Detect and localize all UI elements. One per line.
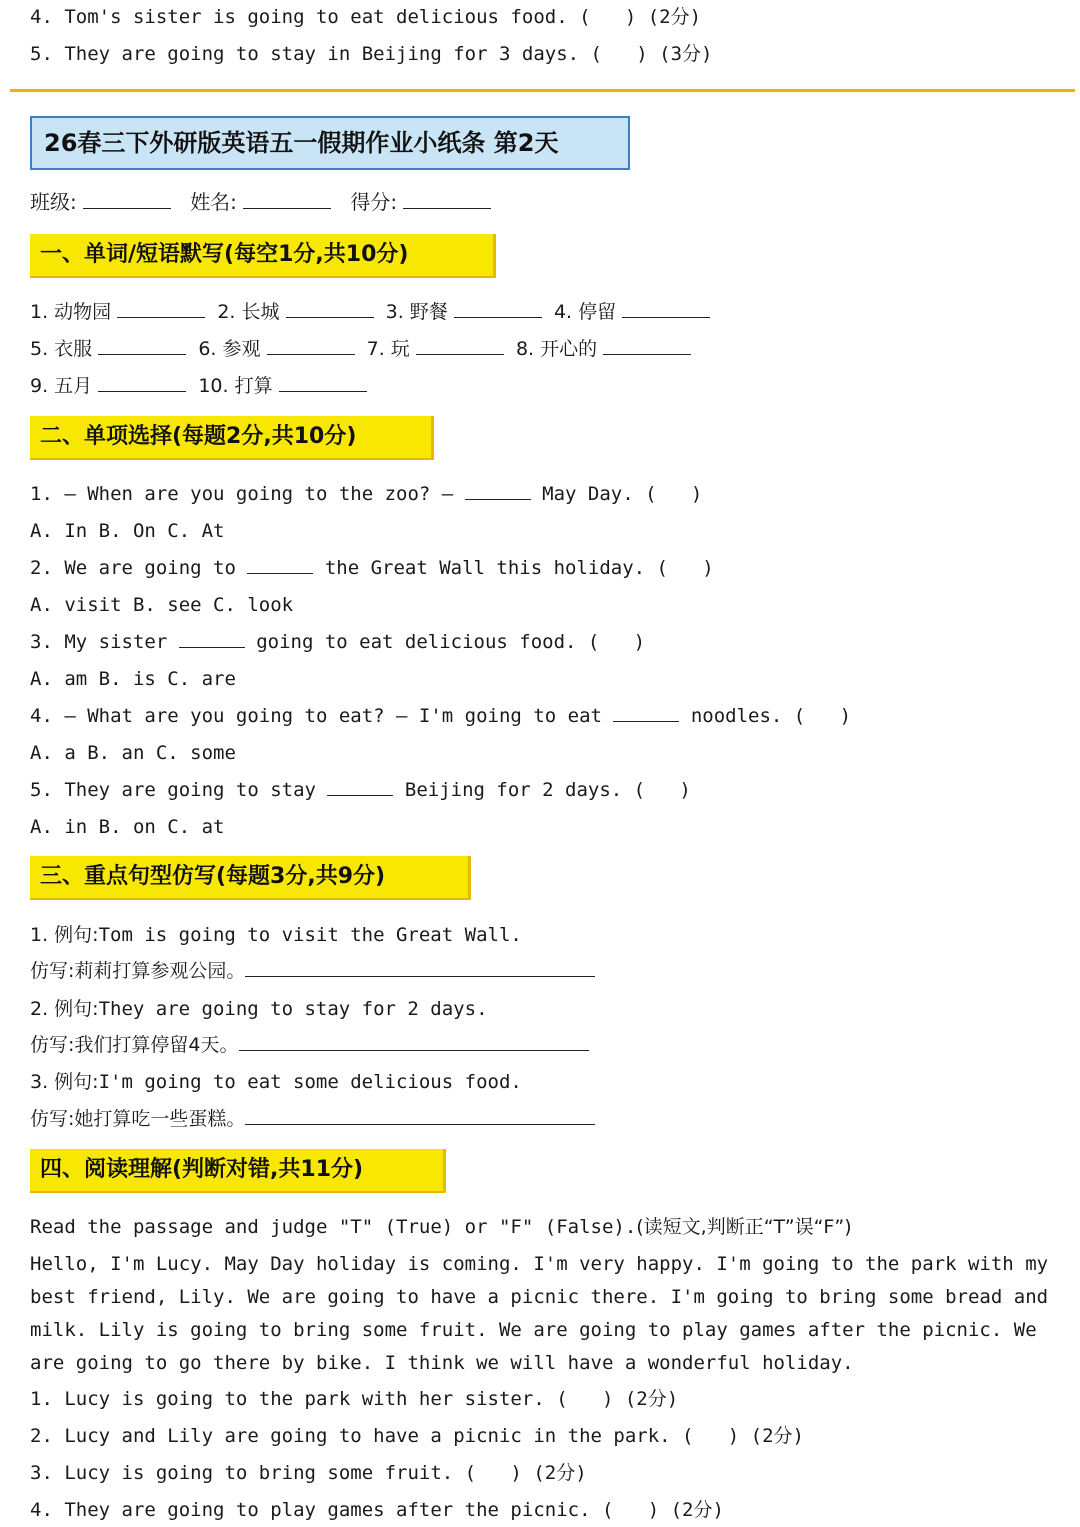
judge-question-2: 2. Lucy and Lily are going to have a picnic in the park. ( ) (2分) [30, 1425, 804, 1447]
vocab-item: 6. 参观 [198, 338, 261, 360]
section-3-heading: 三、重点句型仿写(每题3分,共9分) [30, 856, 471, 900]
class-label: 班级: [30, 190, 77, 214]
imitation-3 [30, 1106, 595, 1132]
judge-question-1: 1. Lucy is going to the park with her sister. ( ) (2分) [30, 1388, 679, 1410]
name-label: 姓名: [190, 190, 237, 214]
vocab-blank[interactable] [603, 353, 691, 355]
mc-options-1: A. In B. On C. At [30, 520, 225, 542]
imitation-prompt: 仿写:莉莉打算参观公园。 [30, 960, 246, 982]
vocab-blank[interactable] [622, 316, 710, 318]
example-text: Tom is going to visit the Great Wall. [98, 924, 522, 946]
question-text: May Day. ( ) [542, 483, 703, 505]
question-text: 2. We are going to [30, 557, 236, 579]
example-label: 1. 例句: [30, 924, 99, 946]
example-text: I'm going to eat some delicious food. [98, 1071, 522, 1093]
vocab-item: 1. 动物园 [30, 301, 112, 323]
imitation-blank[interactable] [245, 1123, 595, 1125]
mc-options-4: A. a B. an C. some [30, 742, 236, 764]
imitation-1 [30, 958, 595, 984]
vocab-blank[interactable] [98, 353, 186, 355]
example-text: They are going to stay for 2 days. [98, 998, 488, 1020]
prev-question-5: 5. They are going to stay in Beijing for 3 days. ( ) (3分) [30, 43, 713, 65]
imitation-2 [30, 1032, 589, 1058]
question-text: noodles. ( ) [690, 705, 852, 727]
example-sentence-2 [30, 996, 488, 1022]
answer-blank[interactable] [247, 572, 313, 574]
example-sentence-1 [30, 922, 522, 948]
question-text: 1. — When are you going to the zoo? — [30, 483, 454, 505]
prev-question-4: 4. Tom's sister is going to eat delicious food. ( ) (2分) [30, 6, 702, 28]
example-label: 2. 例句: [30, 998, 99, 1020]
judge-question-4: 4. They are going to play games after the picnic. ( ) (2分) [30, 1499, 724, 1521]
vocab-item: 10. 打算 [198, 375, 273, 397]
section-4-heading: 四、阅读理解(判断对错,共11分) [30, 1149, 446, 1193]
vocab-item: 7. 玩 [366, 338, 410, 360]
vocab-blank[interactable] [117, 316, 205, 318]
imitation-prompt: 仿写:她打算吃一些蛋糕。 [30, 1108, 246, 1130]
vocab-blank[interactable] [279, 390, 367, 392]
vocab-item: 8. 开心的 [515, 338, 598, 360]
vocab-item: 9. 五月 [30, 375, 93, 397]
mc-question-4 [30, 703, 851, 729]
imitation-blank[interactable] [239, 1049, 589, 1051]
section-divider [10, 89, 1075, 92]
vocab-row-1 [30, 299, 710, 325]
reading-passage: Hello, I'm Lucy. May Day holiday is coming. I'm very happy. I'm going to the park with my best friend, Lily. We are going to have a picnic there. I'm going to bring some bread and milk. Lily is going to bring some fruit. We are going to play games after the picnic. We are going to go there by bike. I think we will have a wonderful holiday. [30, 1253, 1049, 1374]
question-text: the Great Wall this holiday. ( ) [324, 557, 714, 579]
vocab-blank[interactable] [416, 353, 504, 355]
vocab-item: 5. 衣服 [30, 338, 93, 360]
mc-options-2: A. visit B. see C. look [30, 594, 294, 616]
question-text: going to eat delicious food. ( ) [256, 631, 646, 653]
vocab-blank[interactable] [98, 390, 186, 392]
mc-options-3: A. am B. is C. are [30, 668, 236, 690]
instruction-cn: (读短文,判断正“T”误“F”) [636, 1216, 852, 1238]
vocab-item: 3. 野餐 [385, 301, 448, 323]
mc-question-2 [30, 555, 714, 581]
instruction-en: Read the passage and judge "T" (True) or "F" (False). [30, 1216, 637, 1238]
answer-blank[interactable] [179, 646, 245, 648]
question-text: 4. — What are you going to eat? — I'm going to eat [30, 705, 602, 727]
vocab-row-3 [30, 373, 367, 399]
answer-blank[interactable] [327, 794, 393, 796]
vocab-blank[interactable] [267, 353, 355, 355]
reading-instructions [30, 1214, 852, 1240]
question-text: 3. My sister [30, 631, 168, 653]
page-title: 26春三下外研版英语五一假期作业小纸条 第2天 [30, 116, 630, 170]
example-sentence-3 [30, 1069, 522, 1095]
vocab-blank[interactable] [454, 316, 542, 318]
answer-blank[interactable] [613, 720, 679, 722]
mc-question-5 [30, 777, 691, 803]
vocab-row-2 [30, 336, 691, 362]
section-2-heading: 二、单项选择(每题2分,共10分) [30, 416, 434, 460]
class-blank[interactable] [83, 207, 171, 209]
mc-options-5: A. in B. on C. at [30, 816, 225, 838]
imitation-prompt: 仿写:我们打算停留4天。 [30, 1034, 239, 1056]
judge-question-3: 3. Lucy is going to bring some fruit. ( ) (2分) [30, 1462, 587, 1484]
question-text: Beijing for 2 days. ( ) [404, 779, 691, 801]
section-1-heading: 一、单词/短语默写(每空1分,共10分) [30, 234, 496, 278]
question-text: 5. They are going to stay [30, 779, 316, 801]
example-label: 3. 例句: [30, 1071, 99, 1093]
score-blank[interactable] [403, 207, 491, 209]
vocab-blank[interactable] [286, 316, 374, 318]
answer-blank[interactable] [465, 498, 531, 500]
mc-question-1 [30, 481, 702, 507]
score-label: 得分: [350, 190, 398, 214]
vocab-item: 2. 长城 [217, 301, 280, 323]
vocab-item: 4. 停留 [553, 301, 617, 323]
mc-question-3 [30, 629, 645, 655]
imitation-blank[interactable] [245, 975, 595, 977]
name-blank[interactable] [243, 207, 331, 209]
student-info-row [30, 188, 491, 216]
